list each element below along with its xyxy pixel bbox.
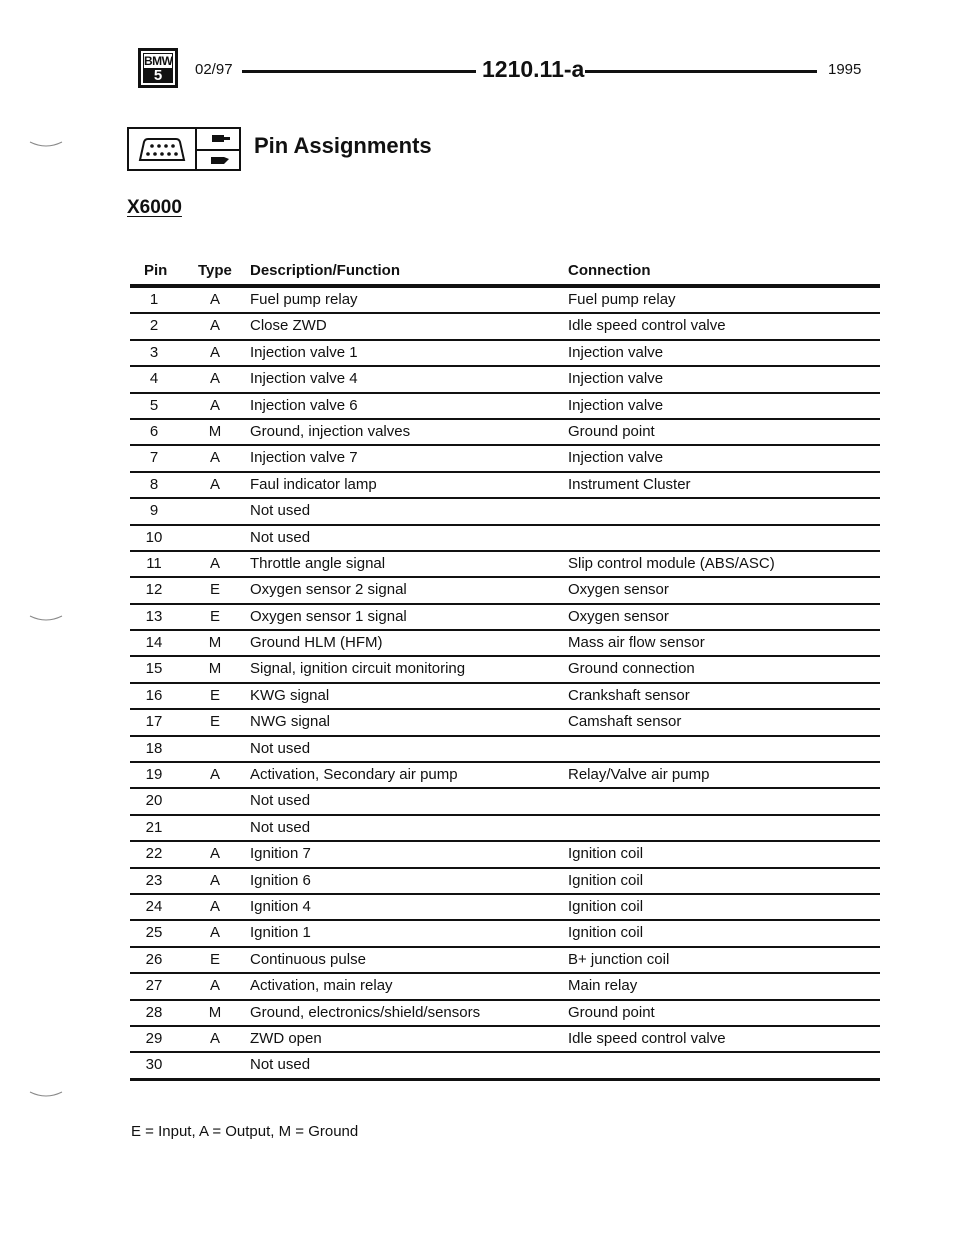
scan-mark bbox=[28, 614, 64, 624]
table-row bbox=[130, 921, 880, 947]
connection-cell: Ignition coil bbox=[568, 924, 644, 942]
description-cell: KWG signal bbox=[250, 686, 330, 704]
type-cell: A bbox=[209, 897, 220, 915]
pin-cell: 18 bbox=[145, 739, 163, 757]
connection-cell: Camshaft sensor bbox=[568, 713, 682, 731]
scan-mark bbox=[28, 140, 64, 150]
pin-cell: 5 bbox=[149, 396, 159, 414]
header-connection: Connection bbox=[568, 262, 651, 279]
connection-cell: Ignition coil bbox=[568, 845, 644, 863]
type-cell: E bbox=[209, 713, 220, 731]
pin-cell: 9 bbox=[149, 502, 159, 520]
logo-brand-text: BMW bbox=[144, 54, 173, 68]
header-pin: Pin bbox=[144, 262, 168, 279]
pin-cell: 23 bbox=[145, 871, 163, 889]
table-row bbox=[130, 314, 880, 340]
description-cell: Fuel pump relay bbox=[250, 291, 358, 308]
pin-cell: 26 bbox=[145, 950, 163, 968]
table-row bbox=[130, 657, 880, 683]
table-row bbox=[130, 526, 880, 552]
type-cell: A bbox=[209, 1029, 220, 1047]
table-row bbox=[130, 842, 880, 868]
type-cell: A bbox=[209, 871, 220, 889]
pin-cell: 20 bbox=[145, 792, 163, 810]
type-cell: M bbox=[208, 660, 222, 678]
pin-cell: 30 bbox=[145, 1056, 163, 1074]
table-row bbox=[130, 499, 880, 525]
description-cell: Ignition 6 bbox=[250, 871, 311, 889]
header-rule-left bbox=[242, 70, 476, 73]
description-cell: Activation, Secondary air pump bbox=[250, 766, 458, 784]
description-cell: Injection valve 1 bbox=[250, 343, 358, 361]
type-legend: E = Input, A = Output, M = Ground bbox=[131, 1123, 359, 1140]
table-row bbox=[130, 394, 880, 420]
pin-cell: 25 bbox=[145, 924, 163, 942]
table-row bbox=[130, 341, 880, 367]
pin-cell: 10 bbox=[145, 528, 163, 546]
type-cell: M bbox=[208, 1003, 222, 1021]
connection-cell: Injection valve bbox=[568, 449, 664, 467]
description-cell: Ignition 4 bbox=[250, 897, 311, 915]
description-cell: Faul indicator lamp bbox=[250, 475, 377, 493]
description-cell: Oxygen sensor 1 signal bbox=[250, 607, 407, 625]
pin-cell: 15 bbox=[145, 660, 163, 678]
pin-cell: 28 bbox=[145, 1003, 163, 1021]
connection-cell: Oxygen sensor bbox=[568, 581, 669, 599]
pin-cell: 3 bbox=[149, 343, 159, 361]
pin-cell: 14 bbox=[145, 634, 163, 652]
type-cell: E bbox=[209, 950, 220, 968]
table-body bbox=[130, 288, 880, 1081]
description-cell: Throttle angle signal bbox=[250, 554, 386, 572]
table-row bbox=[130, 1053, 880, 1080]
page-header bbox=[138, 48, 878, 88]
pin-cell: 8 bbox=[149, 475, 159, 493]
pin-cell: 11 bbox=[146, 554, 162, 572]
connection-cell: Idle speed control valve bbox=[568, 317, 726, 335]
description-cell: Not used bbox=[250, 792, 311, 810]
description-cell: Activation, main relay bbox=[250, 977, 393, 995]
table-row bbox=[130, 420, 880, 446]
description-cell: Signal, ignition circuit monitoring bbox=[250, 660, 466, 678]
pin-cell: 4 bbox=[149, 370, 159, 388]
table-row bbox=[130, 895, 880, 921]
type-cell: A bbox=[209, 475, 220, 493]
table-row bbox=[130, 763, 880, 789]
connection-cell: Slip control module (ABS/ASC) bbox=[568, 554, 775, 572]
table-row bbox=[130, 710, 880, 736]
description-cell: Not used bbox=[250, 739, 311, 757]
type-cell: A bbox=[209, 449, 220, 467]
type-cell: A bbox=[209, 343, 220, 361]
type-cell: M bbox=[208, 634, 222, 652]
table-row bbox=[130, 869, 880, 895]
header-rule-right bbox=[585, 70, 817, 73]
table-row bbox=[130, 974, 880, 1000]
table-row bbox=[130, 1027, 880, 1053]
table-row bbox=[130, 605, 880, 631]
type-cell: E bbox=[209, 581, 220, 599]
pin-cell: 1 bbox=[149, 291, 159, 308]
table-header bbox=[130, 260, 880, 284]
connection-cell: Injection valve bbox=[568, 370, 664, 388]
connector-icon bbox=[127, 127, 197, 171]
connection-cell: Ground point bbox=[568, 422, 655, 440]
connection-cell: Main relay bbox=[568, 977, 638, 995]
description-cell: Ground HLM (HFM) bbox=[250, 634, 383, 652]
description-cell: Ground, injection valves bbox=[250, 422, 411, 440]
description-cell: Injection valve 6 bbox=[250, 396, 358, 414]
connection-cell: Fuel pump relay bbox=[568, 291, 676, 308]
document-code: 1210.11-a bbox=[482, 56, 585, 82]
type-cell: A bbox=[209, 977, 220, 995]
type-cell: A bbox=[209, 317, 220, 335]
pin-cell: 12 bbox=[145, 581, 163, 599]
table-row bbox=[130, 816, 880, 842]
table-row bbox=[130, 1001, 880, 1027]
pin-cell: 2 bbox=[149, 317, 159, 335]
connection-cell: Crankshaft sensor bbox=[568, 686, 690, 704]
description-cell: Oxygen sensor 2 signal bbox=[250, 581, 407, 599]
connection-cell: Ground connection bbox=[568, 660, 695, 678]
connection-cell: Ignition coil bbox=[568, 897, 644, 915]
description-cell: Not used bbox=[250, 1056, 311, 1074]
table-row bbox=[130, 737, 880, 763]
pin-assignment-table bbox=[130, 260, 880, 1081]
table-row bbox=[130, 631, 880, 657]
header-type: Type bbox=[198, 262, 232, 279]
type-cell: M bbox=[208, 422, 222, 440]
type-cell: A bbox=[209, 370, 220, 388]
connection-cell: Injection valve bbox=[568, 343, 664, 361]
type-cell: A bbox=[209, 291, 220, 308]
type-cell: E bbox=[209, 607, 220, 625]
logo-series-text: 5 bbox=[143, 68, 173, 83]
description-cell: Continuous pulse bbox=[250, 950, 366, 968]
description-cell: Close ZWD bbox=[250, 317, 327, 335]
table-row bbox=[130, 288, 880, 314]
table-row bbox=[130, 948, 880, 974]
table-row bbox=[130, 446, 880, 472]
pin-cell: 16 bbox=[145, 686, 163, 704]
description-cell: Not used bbox=[250, 502, 311, 520]
connector-id: X6000 bbox=[127, 197, 182, 218]
description-cell: Not used bbox=[250, 818, 311, 836]
pin-cell: 27 bbox=[145, 977, 163, 995]
type-cell: A bbox=[209, 924, 220, 942]
table-row bbox=[130, 367, 880, 393]
description-cell: Not used bbox=[250, 528, 311, 546]
pin-cell: 22 bbox=[145, 845, 163, 863]
connection-cell: Idle speed control valve bbox=[568, 1029, 726, 1047]
pin-cell: 29 bbox=[145, 1029, 163, 1047]
type-cell: A bbox=[209, 845, 220, 863]
description-cell: Ground, electronics/shield/sensors bbox=[250, 1003, 481, 1021]
description-cell: Ignition 1 bbox=[250, 924, 311, 942]
pin-cell: 7 bbox=[149, 449, 159, 467]
connection-cell: Ground point bbox=[568, 1003, 655, 1021]
connection-cell: B+ junction coil bbox=[568, 950, 670, 968]
header-date: 02/97 bbox=[195, 61, 233, 78]
page-title: Pin Assignments bbox=[254, 133, 432, 158]
description-cell: Injection valve 7 bbox=[250, 449, 358, 467]
description-cell: Injection valve 4 bbox=[250, 370, 358, 388]
connection-cell: Relay/Valve air pump bbox=[568, 766, 710, 784]
description-cell: ZWD open bbox=[250, 1029, 322, 1047]
type-cell: A bbox=[209, 554, 220, 572]
connection-cell: Instrument Cluster bbox=[568, 475, 691, 493]
table-row bbox=[130, 578, 880, 604]
connection-cell: Injection valve bbox=[568, 396, 664, 414]
pin-cell: 19 bbox=[145, 766, 163, 784]
pin-cell: 17 bbox=[145, 713, 163, 731]
type-cell: A bbox=[209, 766, 220, 784]
type-cell: A bbox=[209, 396, 220, 414]
table-row bbox=[130, 552, 880, 578]
pin-cell: 24 bbox=[145, 897, 163, 915]
table-row bbox=[130, 789, 880, 815]
table-row bbox=[130, 473, 880, 499]
scan-mark bbox=[28, 1090, 64, 1100]
plug-socket-icon bbox=[197, 127, 241, 171]
description-cell: NWG signal bbox=[250, 713, 331, 731]
bmw-5-series-logo bbox=[138, 48, 178, 88]
pin-cell: 21 bbox=[145, 818, 163, 836]
header-description: Description/Function bbox=[250, 262, 400, 279]
pin-cell: 6 bbox=[149, 422, 159, 440]
connection-cell: Oxygen sensor bbox=[568, 607, 669, 625]
table-row bbox=[130, 684, 880, 710]
connection-cell: Mass air flow sensor bbox=[568, 634, 705, 652]
description-cell: Ignition 7 bbox=[250, 845, 311, 863]
connection-cell: Ignition coil bbox=[568, 871, 644, 889]
type-cell: E bbox=[209, 686, 220, 704]
pin-cell: 13 bbox=[145, 607, 163, 625]
model-year: 1995 bbox=[828, 61, 862, 78]
